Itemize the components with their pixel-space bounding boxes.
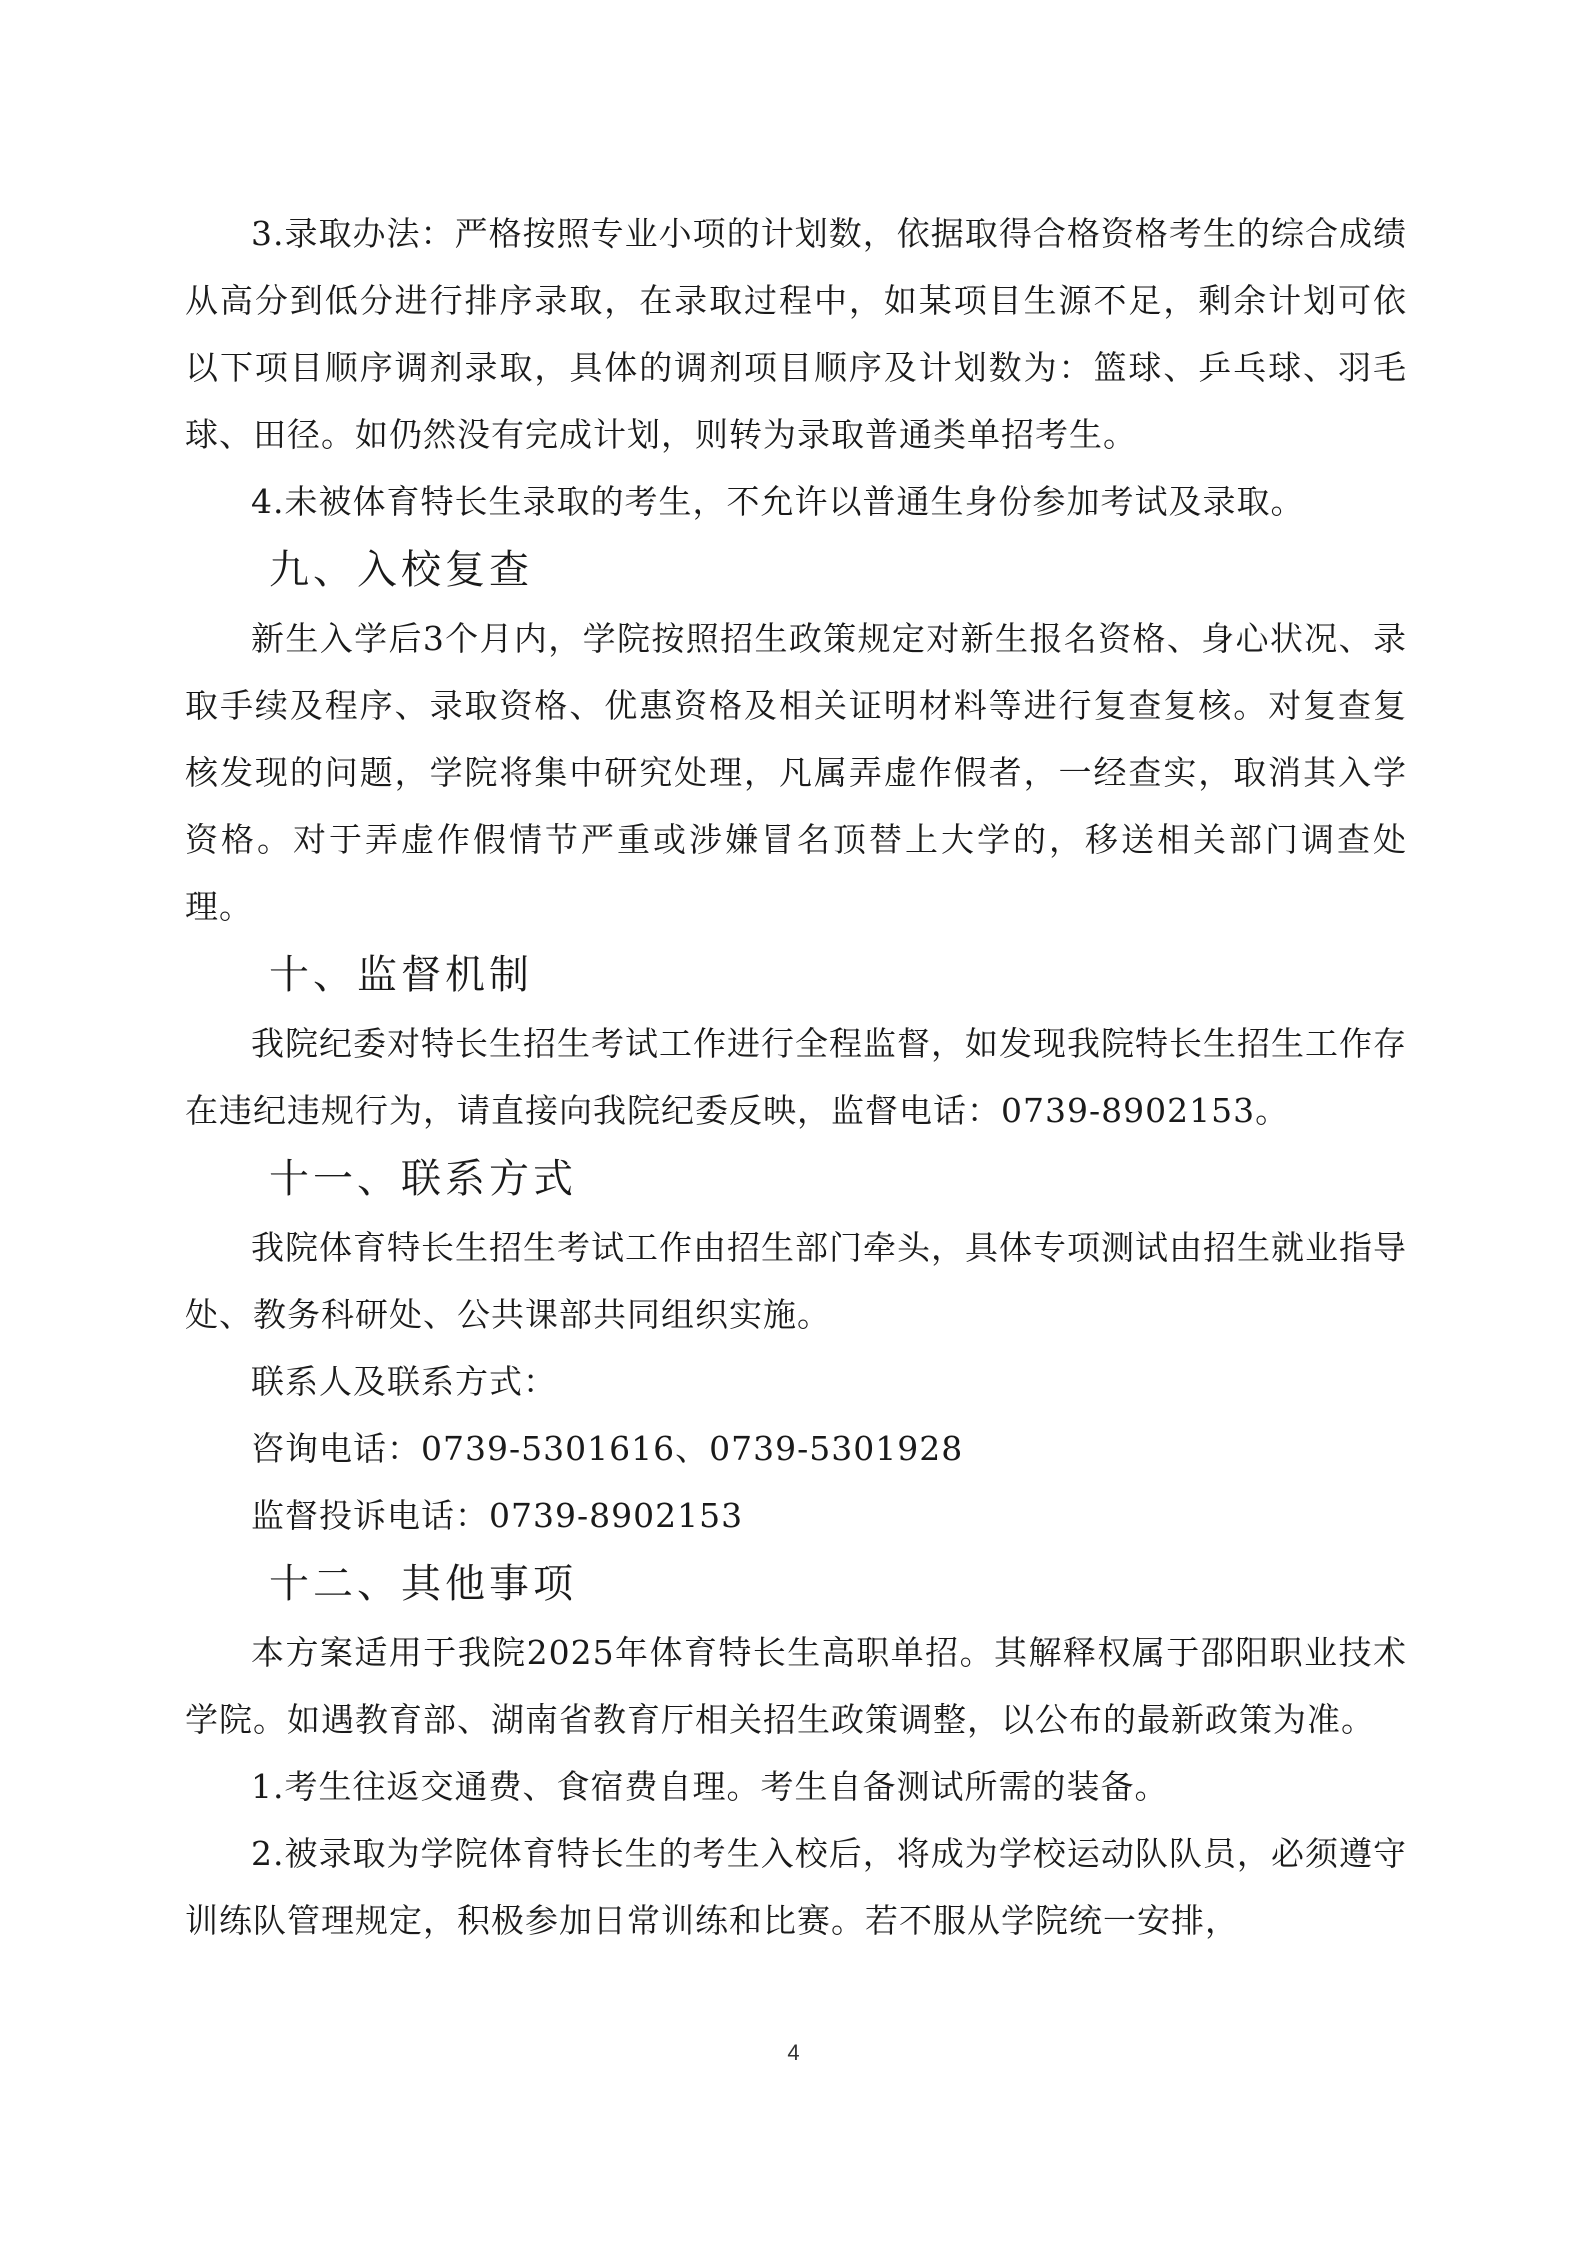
paragraph-contact-organization: 我院体育特长生招生考试工作由招生部门牵头，具体专项测试由招生就业指导处、教务科研处、公共课部共同组织实施。 <box>185 1228 1407 1334</box>
heading-other-matters: 十二、其他事项 <box>269 1561 577 1607</box>
paragraph-contact-label: 联系人及联系方式： <box>251 1362 557 1401</box>
paragraph-admission-method: 3.录取办法：严格按照专业小项的计划数，依据取得合格资格考生的综合成绩从高分到低分进行排序录取，在录取过程中，如某项目生源不足，剩余计划可依以下项目顺序调剂录取，具体的调剂项目顺序及计划数为：篮球、乒乓球、羽毛球、田径。如仍然没有完成计划，则转为录取普通类单招考生。 <box>185 214 1407 454</box>
page-number: 4 <box>787 2040 800 2065</box>
heading-enrollment-review: 九、入校复查 <box>269 547 533 593</box>
heading-supervision: 十、监督机制 <box>269 952 533 998</box>
paragraph-supervision: 我院纪委对特长生招生考试工作进行全程监督，如发现我院特长生招生工作存在违纪违规行为，请直接向我院纪委反映，监督电话：0739-8902153。 <box>185 1024 1407 1130</box>
paragraph-consult-phone: 咨询电话：0739-5301616、0739-5301928 <box>251 1429 964 1468</box>
paragraph-not-admitted: 4.未被体育特长生录取的考生，不允许以普通生身份参加考试及录取。 <box>251 482 1305 521</box>
paragraph-expenses: 1.考生往返交通费、食宿费自理。考生自备测试所需的装备。 <box>251 1767 1169 1806</box>
paragraph-team-rules: 2.被录取为学院体育特长生的考生入校后，将成为学校运动队队员，必须遵守训练队管理规定，积极参加日常训练和比赛。若不服从学院统一安排， <box>185 1834 1407 1940</box>
paragraph-scope: 本方案适用于我院2025年体育特长生高职单招。其解释权属于邵阳职业技术学院。如遇教育部、湖南省教育厅相关招生政策调整，以公布的最新政策为准。 <box>185 1633 1407 1739</box>
paragraph-enrollment-review: 新生入学后3个月内，学院按照招生政策规定对新生报名资格、身心状况、录取手续及程序、录取资格、优惠资格及相关证明材料等进行复查复核。对复查复核发现的问题，学院将集中研究处理，凡属弄虚作假者，一经查实，取消其入学资格。对于弄虚作假情节严重或涉嫌冒名顶替上大学的，移送相关部门调查处理。 <box>185 619 1407 926</box>
paragraph-complaint-phone: 监督投诉电话：0739-8902153 <box>251 1496 744 1535</box>
document-body <box>185 200 1407 1954</box>
heading-contact: 十一、联系方式 <box>269 1156 577 1202</box>
